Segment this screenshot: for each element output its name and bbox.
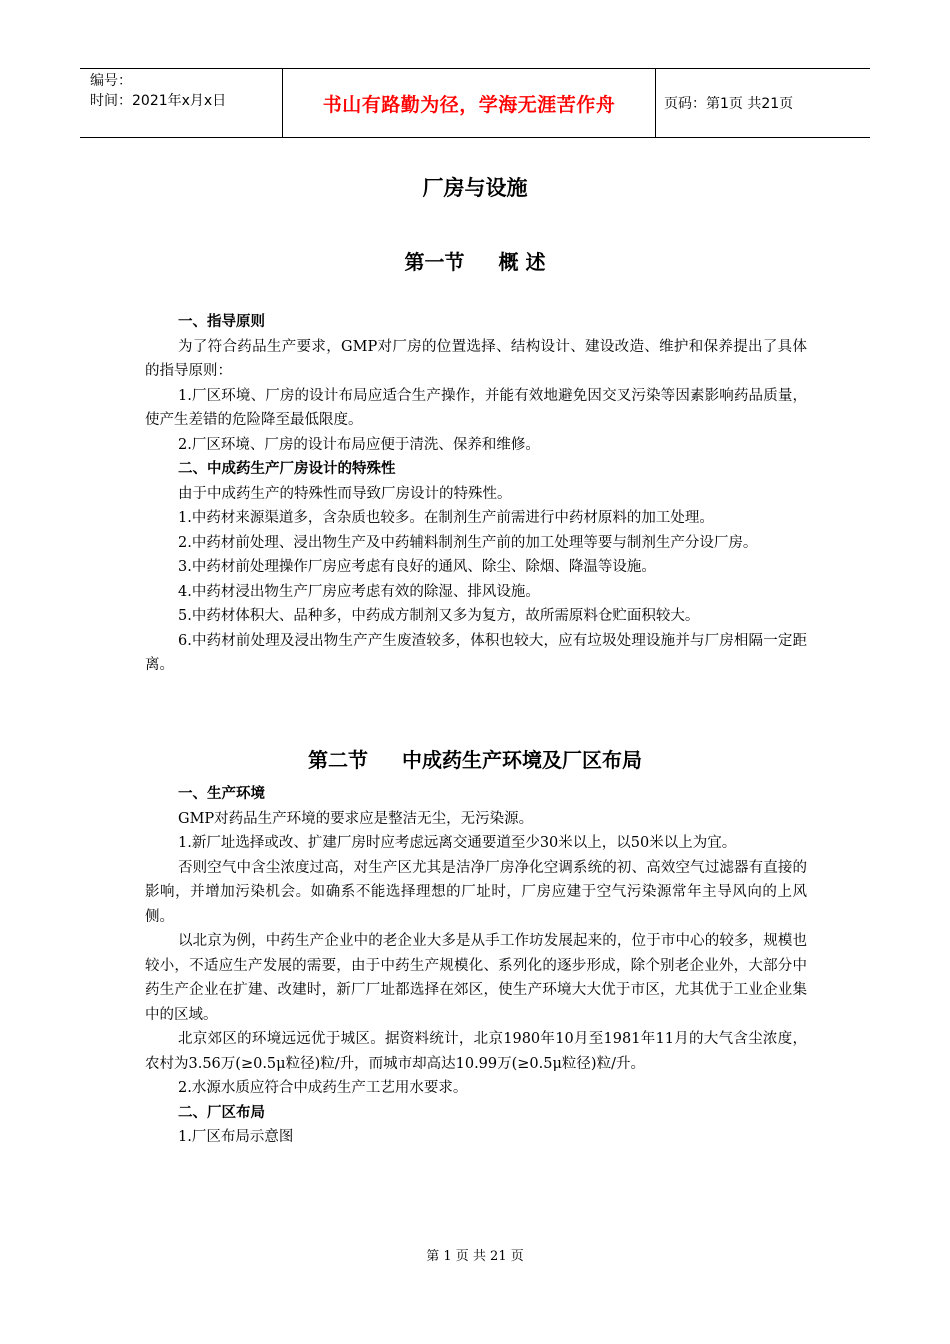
header-page-info — [656, 69, 870, 137]
section2-heading-1: 一、生产环境 — [178, 786, 265, 802]
section2-heading-2: 二、厂区布局 — [178, 1104, 265, 1121]
section2-name: 中成药生产环境及厂区布局 — [402, 748, 642, 772]
section1-body — [145, 310, 807, 678]
paragraph: 4.中药材浸出物生产厂房应考虑有效的除湿、排风设施。 — [178, 583, 540, 600]
paragraph: 1.中药材来源渠道多，含杂质也较多。在制剂生产前需进行中药材原料的加工处理。 — [178, 510, 714, 526]
document-title: 厂房与设施 — [422, 176, 528, 200]
header-motto-cell — [282, 69, 656, 137]
section1-title — [0, 246, 950, 275]
section2-title — [0, 744, 950, 773]
paragraph: 3.中药材前处理操作厂房应考虑有良好的通风、除尘、除烟、降温等设施。 — [178, 559, 656, 575]
header-meta — [80, 69, 282, 137]
paragraph: 否则空气中含尘浓度过高，对生产区尤其是洁净厂房净化空调系统的初、高效空气过滤器有直接的影响，并增加污染机会。如确系不能选择理想的厂址时，厂房应建于空气污染源常年主导风向的上风侧。 — [145, 859, 807, 925]
section2-number: 第二节 — [308, 748, 368, 772]
paragraph: 5.中药材体积大、品种多，中药成方制剂又多为复方，故所需原料仓贮面积较大。 — [178, 608, 700, 624]
paragraph: 北京郊区的环境远远优于城区。据资料统计，北京1980年10月至1981年11月的大气含尘浓度，农村为3.56万(≥0.5μ粒径)粒/升，而城市却高达10.99万(≥0.5μ粒径)粒/升。 — [145, 1031, 807, 1072]
section1-heading-2: 二、中成药生产厂房设计的特殊性 — [178, 461, 396, 477]
paragraph: 6.中药材前处理及浸出物生产产生废渣较多，体积也较大，应有垃圾处理设施并与厂房相隔一定距离。 — [145, 632, 807, 673]
paragraph: 1.厂区环境、厂房的设计布局应适合生产操作，并能有效地避免因交叉污染等因素影响药品质量，使产生差错的危险降至最低限度。 — [145, 387, 807, 428]
paragraph: GMP对药品生产环境的要求应是整洁无尘，无污染源。 — [178, 810, 534, 827]
paragraph: 2.中药材前处理、浸出物生产及中药辅料制剂生产前的加工处理等要与制剂生产分设厂房。 — [178, 534, 758, 551]
page-info-text: 页码：第1页 共21页 — [664, 96, 794, 112]
section1-heading-1: 一、指导原则 — [178, 314, 265, 330]
section1-number: 第一节 — [404, 250, 465, 274]
time-label: 时间：2021年x月x日 — [90, 93, 227, 109]
section2-body — [145, 782, 807, 1150]
paragraph: 1.厂区布局示意图 — [178, 1129, 294, 1145]
paragraph: 以北京为例，中药生产企业中的老企业大多是从手工作坊发展起来的，位于市中心的较多，规模也较小，不适应生产发展的需要，由于中药生产规模化、系列化的逐步形成，除个别老企业外，大部分中药生产企业在扩建、改建时，新厂厂址都选择在郊区，使生产环境大大优于市区，尤其优于工业企业集中的区域。 — [145, 933, 807, 1023]
header-motto: 书山有路勤为径，学海无涯苦作舟 — [322, 93, 616, 116]
page-footer: 第 1 页 共 21 页 — [426, 1249, 524, 1264]
paragraph: 由于中成药生产的特殊性而导致厂房设计的特殊性。 — [178, 485, 512, 502]
paragraph: 1.新厂址选择或改、扩建厂房时应考虑远离交通要道至少30米以上，以50米以上为宜。 — [178, 835, 737, 851]
page-header — [80, 68, 870, 138]
paragraph: 为了符合药品生产要求，GMP对厂房的位置选择、结构设计、建设改造、维护和保养提出了具体的指导原则： — [145, 338, 807, 379]
paragraph: 2.水源水质应符合中成药生产工艺用水要求。 — [178, 1080, 468, 1096]
section1-name: 概 述 — [498, 250, 546, 274]
paragraph: 2.厂区环境、厂房的设计布局应便于清洗、保养和维修。 — [178, 436, 540, 453]
number-label: 编号： — [90, 73, 132, 89]
